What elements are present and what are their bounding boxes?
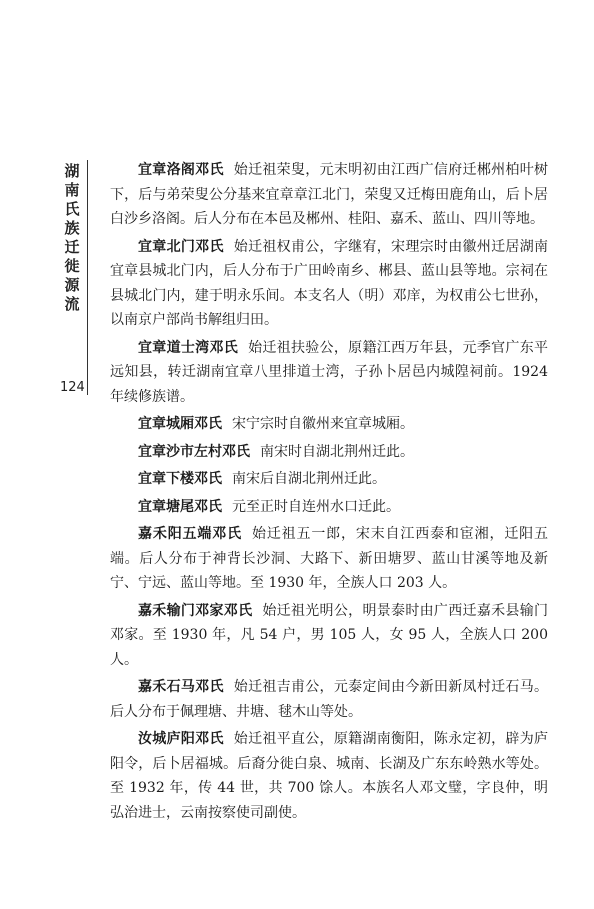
entry-name: 宜章道士湾邓氏 xyxy=(138,339,239,356)
entry-beimen xyxy=(110,235,548,333)
entry-text: 南宋后自湖北荆州迁此。 xyxy=(232,471,386,487)
entry-name: 嘉禾石马邓氏 xyxy=(138,679,224,695)
entry-text: 宋宁宗时自徽州来宜章城厢。 xyxy=(232,416,414,432)
entry-text: 始迁祖平直公，原籍湖南衡阳，陈永定初，辟为庐阳令，后卜居福城。后裔分徙白泉、城南、长湖及广东东岭熟水等处。至 1932 年，传 44 世，共 700 馀人。本族名人邓文璧，字良仲，明弘治进士，云南按察使司副使。 xyxy=(110,731,549,821)
entry-text: 始迁祖五一郎，宋末自江西泰和宦湘，迁阳五端。后人分布于神背长沙洞、大路下、新田塘罗、蓝山甘溪等地及新宁、宁远、蓝山等地。至 1930 年，全族人口 203 人。 xyxy=(110,526,549,591)
entry-xialou xyxy=(110,467,548,492)
entry-tangwei xyxy=(110,495,548,520)
entry-name: 嘉禾输门邓家邓氏 xyxy=(138,602,253,619)
entry-name: 宜章塘尾邓氏 xyxy=(138,498,222,515)
entry-text: 元至正时自连州水口迁此。 xyxy=(232,498,400,515)
entry-name: 汝城庐阳邓氏 xyxy=(138,731,224,747)
entry-daoshiwan xyxy=(110,336,548,410)
entry-text: 始迁祖荣叟，元末明初由江西广信府迁郴州柏叶树下，后与弟荣叟公分基来宜章章江北门，荣叟又迁梅田鹿角山，后卜居白沙乡洛阁。后人分布在本邑及郴州、桂阳、嘉禾、蓝山、四川等地。 xyxy=(110,162,549,227)
body-text xyxy=(110,158,548,828)
running-head: 湖南氏族迁徙源流 xyxy=(64,162,80,313)
entry-name: 嘉禾阳五端邓氏 xyxy=(138,526,242,542)
entry-chengxiang xyxy=(110,412,548,437)
entry-text: 始迁祖光明公，明景泰时由广西迁嘉禾县输门邓家。至 1930 年，凡 54 户，男 105 人，女 95 人，全族人口 200 人。 xyxy=(110,602,549,668)
entry-yangwuduan xyxy=(110,522,548,596)
entry-shumen xyxy=(110,599,548,673)
entry-luyang xyxy=(110,727,548,825)
entry-text: 始迁祖吉甫公，元泰定间由今新田新凤村迁石马。后人分布于佩理塘、井塘、毬木山等处。 xyxy=(110,679,549,720)
entry-text: 始迁祖扶验公，原籍江西万年县，元季官广东平远知县，转迁湖南宜章八里排道士湾，子孙卜居邑内城隍祠前。1924 年续修族谱。 xyxy=(110,339,549,405)
margin-rule xyxy=(87,160,88,395)
entry-shima xyxy=(110,675,548,724)
entry-zuocun xyxy=(110,440,548,465)
entry-name: 宜章城厢邓氏 xyxy=(138,416,222,432)
entry-luoge xyxy=(110,158,548,232)
entry-name: 宜章北门邓氏 xyxy=(138,238,224,255)
entry-name: 宜章洛阁邓氏 xyxy=(138,162,224,178)
page-number: 124 xyxy=(60,380,85,395)
entry-text: 始迁祖权甫公，字继宥，宋理宗时由徽州迁居湖南宜章县城北门内，后人分布于广田岭南乡、郴县、蓝山县等地。宗祠在县城北门内，建于明永乐间。本支名人（明）邓庠，为权甫公七世孙，以南京户部尚书解组归田。 xyxy=(110,238,549,328)
entry-name: 宜章沙市左村邓氏 xyxy=(138,443,250,460)
entry-name: 宜章下楼邓氏 xyxy=(138,471,222,487)
entry-text: 南宋时自湖北荆州迁此。 xyxy=(260,443,414,460)
